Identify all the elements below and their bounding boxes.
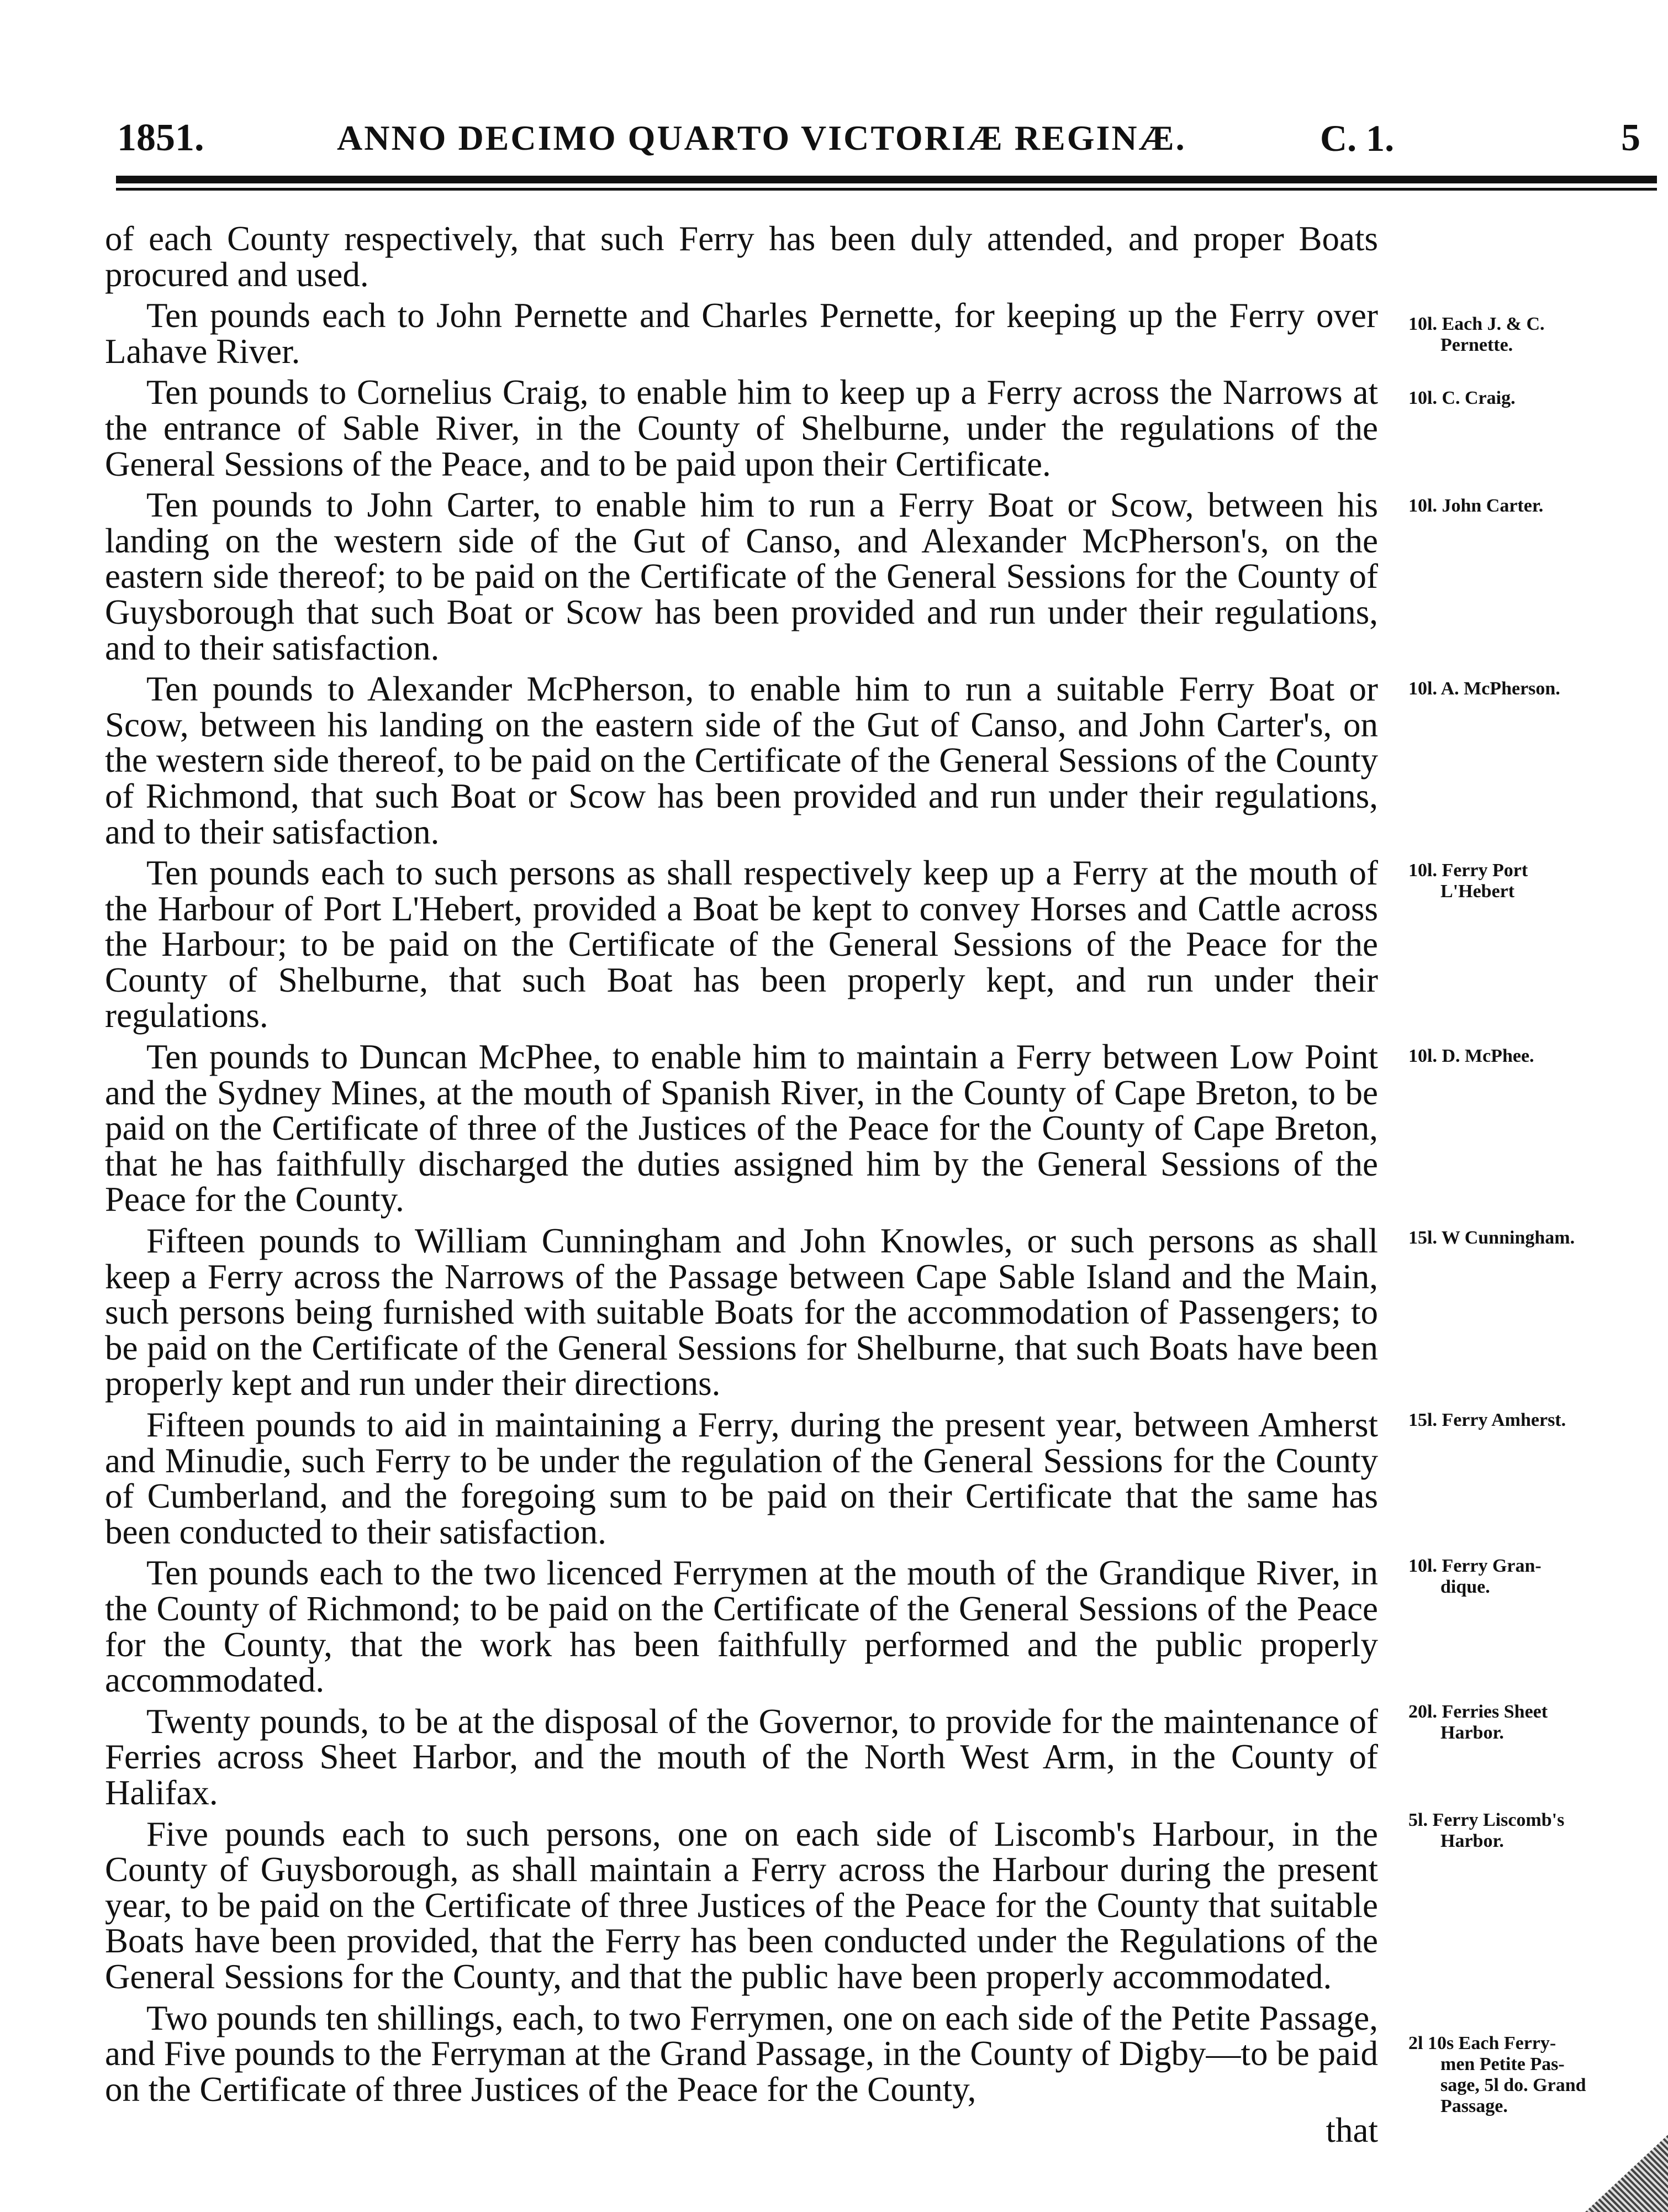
header-chapter: C. 1. (1320, 117, 1395, 159)
margin-note: 10l. C. Craig. (1408, 388, 1516, 408)
margin-note: 10l. Ferry Port L'Hebert (1408, 860, 1528, 902)
body-text (105, 221, 1378, 2148)
paragraph: Ten pounds each to John Pernette and Charles Pernette, for keeping up the Ferry over Lahave River. (105, 296, 1378, 371)
margin-note: 5l. Ferry Liscomb's Harbor. (1408, 1810, 1565, 1851)
paragraph: Ten pounds to Cornelius Craig, to enable him to keep up a Ferry across the Narrows at the entrance of Sable River, in the County of Shelburne, under the regulations of the General Sessions of the Peace, and to be paid upon their Certificate. (105, 373, 1378, 483)
paragraph: Five pounds each to such persons, one on each side of Liscomb's Harbour, in the County of Guysborough, as shall maintain a Ferry across the Harbour during the present year, to be paid on the Certificate of three Justices of the Peace for the County that suitable Boats have been provided, that the Ferry has been conducted under the Regulations of the General Sessions for the County, and that the public have been properly accommodated. (105, 1814, 1378, 1996)
page-number: 5 (1621, 117, 1640, 159)
paragraph: Ten pounds each to the two licenced Ferrymen at the mouth of the Grandique River, in the County of Richmond; to be paid on the Certificate of the General Sessions of the Peace for the County, that the work has been faithfully performed and the public properly accommodated. (105, 1553, 1378, 1700)
paragraph: Fifteen pounds to William Cunningham and John Knowles, or such persons as shall keep a Ferry across the Narrows of the Passage between Cape Sable Island and the Main, such persons being furnished with suitable Boats for the accommodation of Passengers; to be paid on the Certificate of the General Sessions for Shelburne, that such Boats have been properly kept and run under their directions. (105, 1221, 1378, 1403)
header-year: 1851. (117, 117, 204, 159)
page-corner-stain (1585, 2135, 1668, 2212)
margin-note: 2l 10s Each Ferry- men Petite Pas- sage, 5l do. Grand Passage. (1408, 2033, 1586, 2116)
header-rule-thick (116, 176, 1657, 183)
paragraph: Ten pounds to Duncan McPhee, to enable him to maintain a Ferry between Low Point and the Sydney Mines, at the mouth of Spanish River, in the County of Cape Breton, to be paid on the Certificate of three of the Justices of the Peace for the County of Cape Breton, that he has faithfully discharged the duties assigned him by the General Sessions of the Peace for the County. (105, 1037, 1378, 1219)
margin-note: 20l. Ferries Sheet Harbor. (1408, 1702, 1548, 1743)
header-title: ANNO DECIMO QUARTO VICTORIÆ REGINÆ. (337, 118, 1186, 157)
paragraph: Ten pounds to John Carter, to enable him to run a Ferry Boat or Scow, between his landing on the western side of the Gut of Canso, and Alexander McPherson's, on the eastern side thereof; to be paid on the Certificate of the General Sessions for the County of Guysborough that such Boat or Scow has been provided and run under their regulations, and to their satisfaction. (105, 486, 1378, 667)
margin-note: 15l. W Cunningham. (1408, 1228, 1575, 1248)
margin-note: 10l. Each J. & C. Pernette. (1408, 314, 1545, 355)
margin-note: 10l. D. McPhee. (1408, 1046, 1534, 1066)
paragraph: of each County respectively, that such Ferry has been duly attended, and proper Boats procured and used. (105, 219, 1378, 294)
header-rule-thin (116, 188, 1657, 191)
margin-note: 10l. A. McPherson. (1408, 678, 1560, 699)
margin-note: 10l. John Carter. (1408, 496, 1544, 516)
margin-note: 10l. Ferry Gran- dique. (1408, 1556, 1542, 1597)
margin-note: 15l. Ferry Amherst. (1408, 1410, 1566, 1430)
paragraph: Two pounds ten shillings, each, to two Ferrymen, one on each side of the Petite Passage, and Five pounds to the Ferryman at the Grand Passage, in the County of Digby—to be paid on the Certificate of three Justices of the Peace for the County, (105, 1998, 1378, 2109)
paragraph: Ten pounds each to such persons as shall respectively keep up a Ferry at the mouth of the Harbour of Port L'Hebert, provided a Boat be kept to convey Horses and Cattle across the Harbour; to be paid on the Certificate of the General Sessions of the Peace for the County of Shelburne, that such Boat has been properly kept, and run under their regulations. (105, 854, 1378, 1035)
paragraph: Twenty pounds, to be at the disposal of the Governor, to provide for the maintenance of Ferries across Sheet Harbor, and the mouth of the North West Arm, in the County of Halifax. (105, 1702, 1378, 1812)
paragraph: Ten pounds to Alexander McPherson, to enable him to run a suitable Ferry Boat or Scow, between his landing on the eastern side of the Gut of Canso, and John Carter's, on the western side thereof, to be paid on the Certificate of the General Sessions of the County of Richmond, that such Boat or Scow has been provided and run under their regulations, and to their satisfaction. (105, 670, 1378, 851)
catchword: that (1326, 2111, 1378, 2150)
paragraph: Fifteen pounds to aid in maintaining a Ferry, during the present year, between Amherst and Minudie, such Ferry to be under the regulation of the General Sessions for the County of Cumberland, and the foregoing sum to be paid on their Certificate that the same has been conducted to their satisfaction. (105, 1405, 1378, 1551)
